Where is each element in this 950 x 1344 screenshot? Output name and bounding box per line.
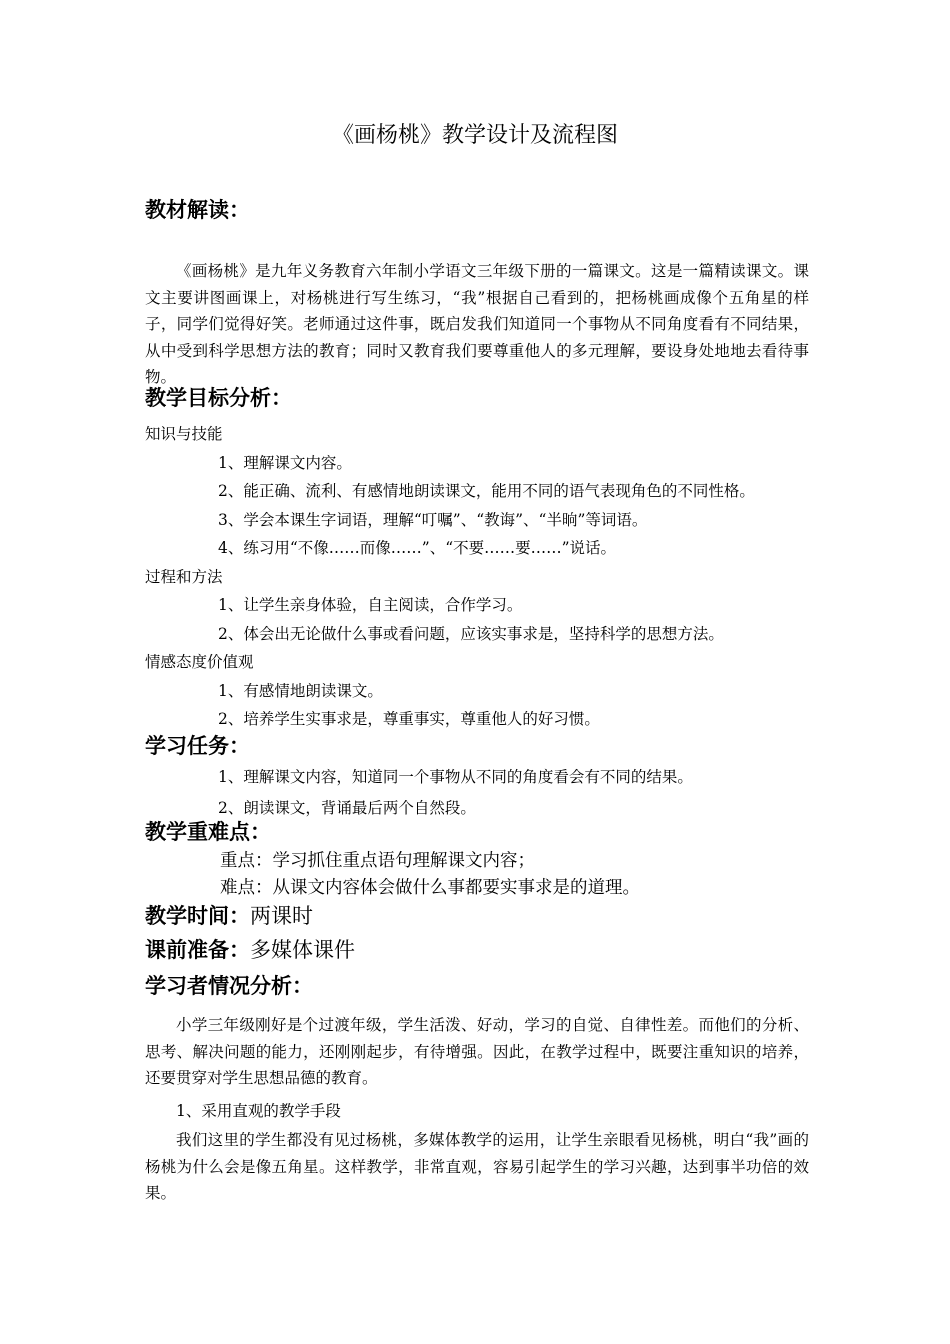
goals-emotion-item: 1、有感情地朗读课文。 xyxy=(218,682,383,700)
learners-method-item: 1、采用直观的教学手段 xyxy=(176,1102,341,1120)
heading-tasks: 学习任务： xyxy=(145,734,250,758)
heading-prep xyxy=(145,936,355,964)
goals-knowledge-label: 知识与技能 xyxy=(145,425,223,443)
goals-knowledge-item: 1、理解课文内容。 xyxy=(218,454,352,472)
learners-method-paragraph: 我们这里的学生都没有见过杨桃，多媒体教学的运用，让学生亲眼看见杨桃，明白“我”画的杨桃为什么会是像五角星。这样教学，非常直观，容易引起学生的学习兴趣，达到事半功倍的效果。 xyxy=(145,1131,809,1202)
keypoint-item: 难点：从课文内容体会做什么事都要实事求是的道理。 xyxy=(220,878,640,898)
goals-knowledge-item: 2、能正确、流利、有感情地朗读课文，能用不同的语气表现角色的不同性格。 xyxy=(218,482,755,500)
document-title: 《画杨桃》教学设计及流程图 xyxy=(331,123,618,148)
keypoint-item: 重点：学习抓住重点语句理解课文内容； xyxy=(220,851,535,871)
heading-keypoints: 教学重难点： xyxy=(145,820,271,844)
tasks-item: 1、理解课文内容，知道同一个事物从不同的角度看会有不同的结果。 xyxy=(218,768,693,786)
goals-emotion-label: 情感态度价值观 xyxy=(145,653,254,671)
material-paragraph: 《画杨桃》是九年义务教育六年制小学语文三年级下册的一篇课文。这是一篇精读课文。课文主要讲图画课上，对杨桃进行写生练习，“我”根据自己看到的，把杨桃画成像个五角星的样子，同学们觉得好笑。老师通过这件事，既启发我们知道同一个事物从不同角度看有不同结果，从中受到科学思想方法的教育；同时又教育我们要尊重他人的多元理解，要设身处地地去看待事物。 xyxy=(145,262,809,386)
heading-time xyxy=(145,902,313,930)
goals-emotion-item: 2、培养学生实事求是，尊重事实，尊重他人的好习惯。 xyxy=(218,710,600,728)
goals-process-item: 1、让学生亲身体验，自主阅读，合作学习。 xyxy=(218,596,523,614)
goals-knowledge-item: 4、练习用“不像……而像……”、“不要……要……”说话。 xyxy=(218,539,617,557)
time-label: 教学时间： xyxy=(145,904,250,928)
heading-learners: 学习者情况分析： xyxy=(145,974,313,998)
heading-material: 教材解读： xyxy=(145,198,250,222)
goals-process-label: 过程和方法 xyxy=(145,568,223,586)
tasks-item: 2、朗读课文，背诵最后两个自然段。 xyxy=(218,799,476,817)
time-value: 两课时 xyxy=(250,904,313,928)
goals-process-item: 2、体会出无论做什么事或看问题，应该实事求是，坚持科学的思想方法。 xyxy=(218,625,724,643)
goals-knowledge-item: 3、学会本课生字词语，理解“叮嘱”、“教诲”、“半晌”等词语。 xyxy=(218,511,648,529)
prep-value: 多媒体课件 xyxy=(250,938,355,962)
learners-paragraph: 小学三年级刚好是个过渡年级，学生活泼、好动，学习的自觉、自律性差。而他们的分析、思考、解决问题的能力，还刚刚起步，有待增强。因此，在教学过程中，既要注重知识的培养，还要贯穿对学生思想品德的教育。 xyxy=(145,1016,809,1087)
heading-goals: 教学目标分析： xyxy=(145,386,292,410)
prep-label: 课前准备： xyxy=(145,938,250,962)
